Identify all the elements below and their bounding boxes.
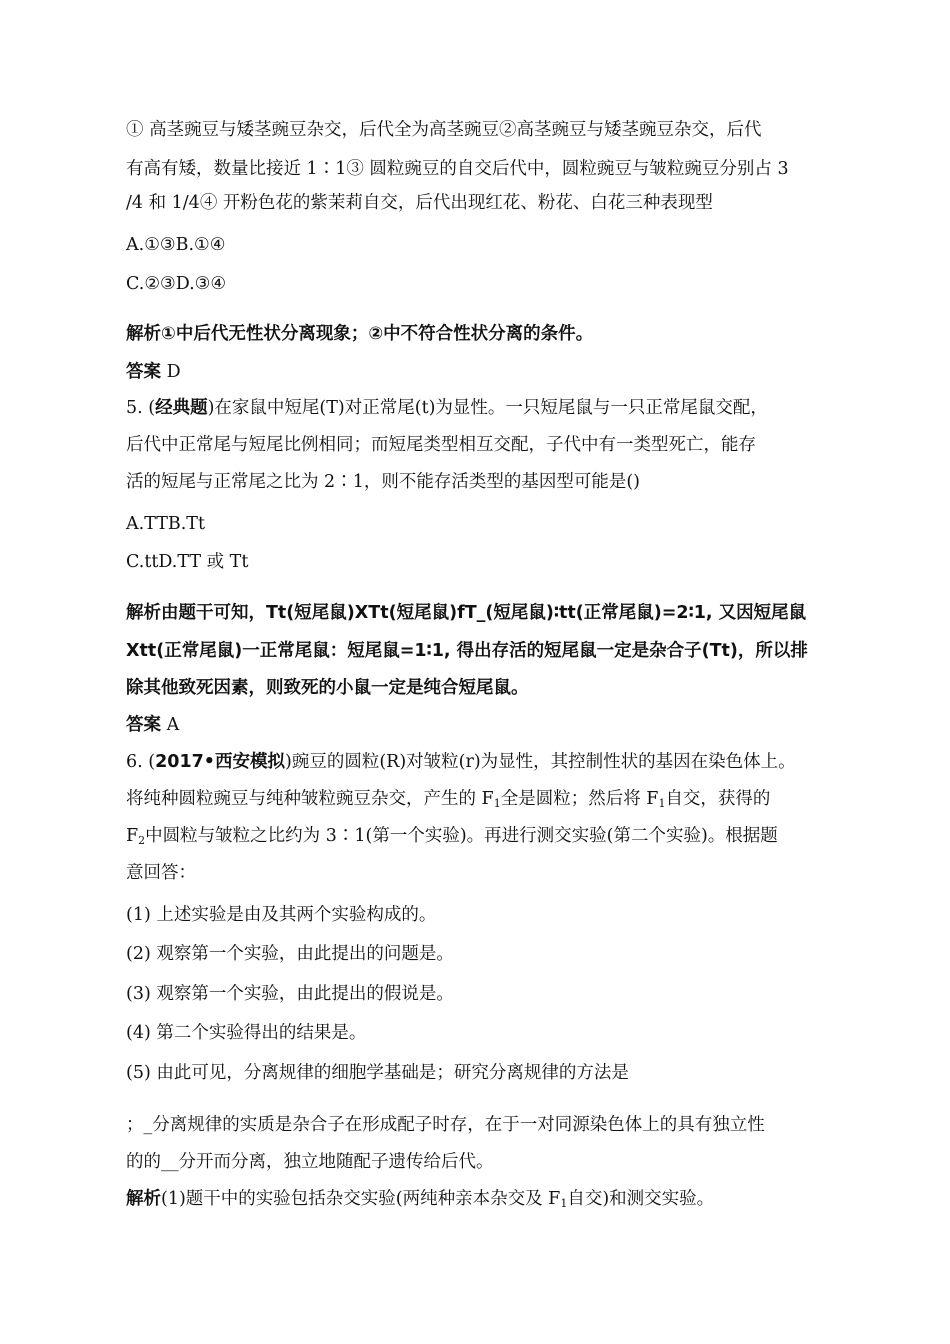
q4-statement-line: 有高有矮，数量比接近 1∶1③ 圆粒豌豆的自交后代中，圆粒豌豆与皱粒豌豆分别占 3 xyxy=(126,159,789,179)
answer-label: 答案 xyxy=(126,715,161,735)
q5-answer xyxy=(126,713,179,737)
answer-value: A xyxy=(161,715,180,735)
q6-subquestion: (3) 观察第一个实验，由此提出的假说是。 xyxy=(126,984,454,1004)
q6-statement-line: 将纯种圆粒豌豆与纯种皱粒豌豆杂交，产生的 $F_1$全是圆粒；然后将 $F_1$自交，获得的 xyxy=(126,789,771,810)
q6-analysis: 解析(1)题干中的实验包括杂交实验(两纯种亲本杂交及 $F_1$自交)和测交实验。 xyxy=(126,1189,715,1210)
q6-continuation-line: 的的__分开而分离，独立地随配子遗传给后代。 xyxy=(126,1152,494,1172)
q6-statement-line: $F_2$中圆粒与皱粒之比约为 3∶1(第一个实验)。再进行测交实验(第二个实验)。根据题 xyxy=(126,826,778,847)
q6-subquestion: (4) 第二个实验得出的结果是。 xyxy=(126,1023,367,1043)
q5-statement-line: 5. (经典题)在家鼠中短尾(T)对正常尾(t)为显性。一只短尾鼠与一只正常尾鼠交配， xyxy=(126,398,768,418)
q4-statement-line: ① 高茎豌豆与矮茎豌豆杂交，后代全为高茎豌豆②高茎豌豆与矮茎豌豆杂交，后代 xyxy=(126,120,762,140)
q5-analysis-line: Xtt(正常尾鼠)一正常尾鼠：短尾鼠=1∶1, 得出存活的短尾鼠一定是杂合子(Tt)，所以排 xyxy=(126,641,808,661)
q5-analysis-line: 解析由题干可知，Tt(短尾鼠)XTt(短尾鼠)fT_(短尾鼠)∶tt(正常尾鼠)=2∶1, 又因短尾鼠 xyxy=(126,603,807,623)
analysis-text: ①中后代无性状分离现象；②中不符合性状分离的条件。 xyxy=(161,324,594,344)
q5-analysis-line: 除其他致死因素，则致死的小鼠一定是纯合短尾鼠。 xyxy=(126,678,529,698)
q5-options-ab: A.TTB.Tt xyxy=(126,514,205,534)
question-source: 经典题 xyxy=(155,398,208,418)
q5-options-cd: C.ttD.TT 或 Tt xyxy=(126,552,249,572)
question-source: 2017•西安模拟 xyxy=(155,752,285,772)
q4-options-ab: A.①③B.①④ xyxy=(126,235,226,255)
q6-subquestion: (1) 上述实验是由及其两个实验构成的。 xyxy=(126,905,437,925)
q4-options-cd: C.②③D.③④ xyxy=(126,274,227,294)
q6-subquestion: (2) 观察第一个实验，由此提出的问题是。 xyxy=(126,944,454,964)
answer-value: D xyxy=(161,362,181,382)
q6-continuation-line: ；_分离规律的实质是杂合子在形成配子时存，在于一对同源染色体上的具有独立性 xyxy=(126,1115,765,1135)
q5-statement-line: 后代中正常尾与短尾比例相同；而短尾类型相互交配，子代中有一类型死亡，能存 xyxy=(126,435,756,455)
answer-label: 答案 xyxy=(126,362,161,382)
q6-subquestion: (5) 由此可见，分离规律的细胞学基础是；研究分离规律的方法是 xyxy=(126,1063,629,1083)
analysis-label: 解析 xyxy=(126,603,161,623)
q4-analysis xyxy=(126,322,593,346)
q4-statement-line: /4 和 1/4④ 开粉色花的紫茉莉自交，后代出现红花、粉花、白花三种表现型 xyxy=(126,193,713,213)
analysis-label: 解析 xyxy=(126,324,161,344)
q6-statement-line: 6. (2017•西安模拟)豌豆的圆粒(R)对皱粒(r)为显性，其控制性状的基因在染色体上。 xyxy=(126,752,796,772)
q6-statement-line: 意回答： xyxy=(126,863,196,883)
question-number: 5. ( xyxy=(126,398,156,418)
q4-answer xyxy=(126,360,181,384)
q5-statement-line: 活的短尾与正常尾之比为 2∶1，则不能存活类型的基因型可能是() xyxy=(126,472,640,492)
question-number: 6. ( xyxy=(126,752,156,772)
analysis-label: 解析 xyxy=(126,1189,161,1209)
